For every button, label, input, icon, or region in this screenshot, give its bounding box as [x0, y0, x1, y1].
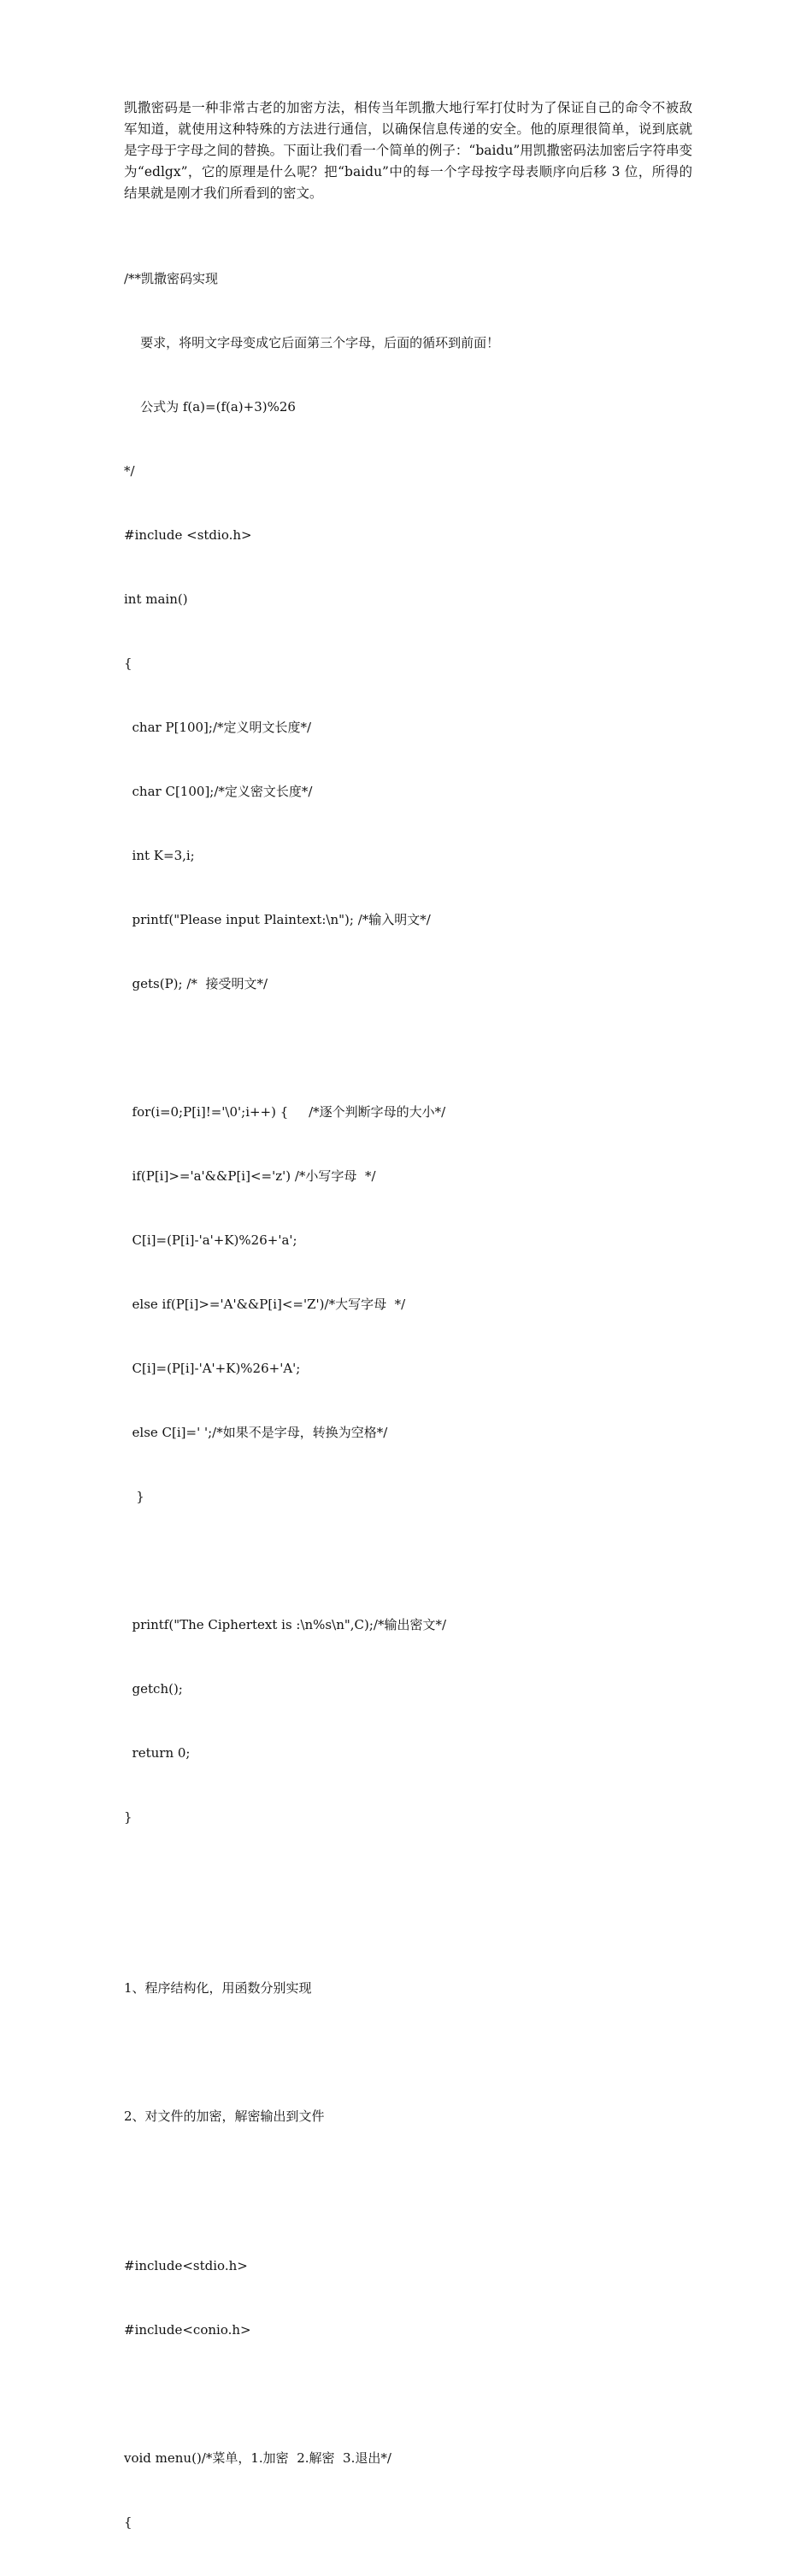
code-line: {	[124, 2514, 132, 2530]
code-line-blank	[124, 1550, 692, 1572]
code-line: */	[124, 463, 135, 479]
code-line: gets(P); /* 接受明文*/	[124, 976, 268, 991]
spacer	[124, 204, 692, 226]
notes-section	[124, 1935, 692, 2170]
intro-paragraph: 凯撒密码是一种非常古老的加密方法，相传当年凯撒大地行军打仗时为了保证自己的命令不被敌军知道，就使用这种特殊的方法进行通信，以确保信息传递的安全。他的原理很简单，说到底就是字母于字母之间的替换。下面让我们看一个简单的例子：“baidu”用凯撒密码法加密后字符串变为“edlgx”，它的原理是什么呢？把“baidu”中的每一个字母按字母表顺序向后移 3 位，所得的结果就是刚才我们所看到的密文。	[124, 100, 692, 201]
code-line: if(P[i]>='a'&&P[i]<='z') /*小写字母 */	[124, 1168, 376, 1184]
intro-section	[124, 97, 692, 204]
code-line: char P[100];/*定义明文长度*/	[124, 720, 312, 735]
code-line: C[i]=(P[i]-'a'+K)%26+'a';	[124, 1232, 297, 1248]
code-line: C[i]=(P[i]-'A'+K)%26+'A';	[124, 1361, 301, 1376]
code-line: int main()	[124, 591, 188, 607]
code-line: #include<stdio.h>	[124, 2258, 248, 2273]
code-line: return 0;	[124, 1745, 191, 1761]
code-line: char C[100];/*定义密文长度*/	[124, 784, 313, 799]
code-line: printf("The Ciphertext is :\n%s\n",C);/*输出密文*/	[124, 1617, 447, 1632]
code-line: for(i=0;P[i]!='\0';i++) { /*逐个判断字母的大小*/	[124, 1104, 446, 1120]
code-line: #include <stdio.h>	[124, 527, 252, 543]
code-line: else C[i]=' ';/*如果不是字母，转换为空格*/	[124, 1425, 388, 1440]
spacer	[124, 2170, 692, 2213]
code-line: getch();	[124, 1681, 183, 1697]
code-line: {	[124, 656, 132, 671]
code-block-menu	[124, 2213, 692, 2576]
code-line: printf("Please input Plaintext:\n"); /*输入明文*/	[124, 912, 431, 927]
document-page	[124, 97, 692, 2576]
note-item-structured: 1、程序结构化，用函数分别实现	[124, 1980, 312, 1996]
code-line: /**凯撒密码实现	[124, 271, 219, 286]
code-line: }	[124, 1809, 132, 1825]
code-line-blank	[124, 2384, 692, 2405]
spacer	[124, 1871, 692, 1935]
spacer	[124, 2042, 692, 2063]
code-line: #include<conio.h>	[124, 2322, 251, 2338]
code-line: 公式为 f(a)=(f(a)+3)%26	[124, 399, 296, 415]
code-line-blank	[124, 1038, 692, 1059]
code-line: 要求，将明文字母变成它后面第三个字母，后面的循环到前面！	[124, 335, 500, 350]
code-line: else if(P[i]>='A'&&P[i]<='Z')/*大写字母 */	[124, 1297, 406, 1312]
code-block-caesar	[124, 226, 692, 1871]
code-line: }	[124, 1489, 144, 1504]
note-item-file-encrypt: 2、对文件的加密，解密输出到文件	[124, 2108, 325, 2124]
code-line: void menu()/*菜单，1.加密 2.解密 3.退出*/	[124, 2450, 391, 2466]
code-line: int K=3,i;	[124, 848, 195, 863]
